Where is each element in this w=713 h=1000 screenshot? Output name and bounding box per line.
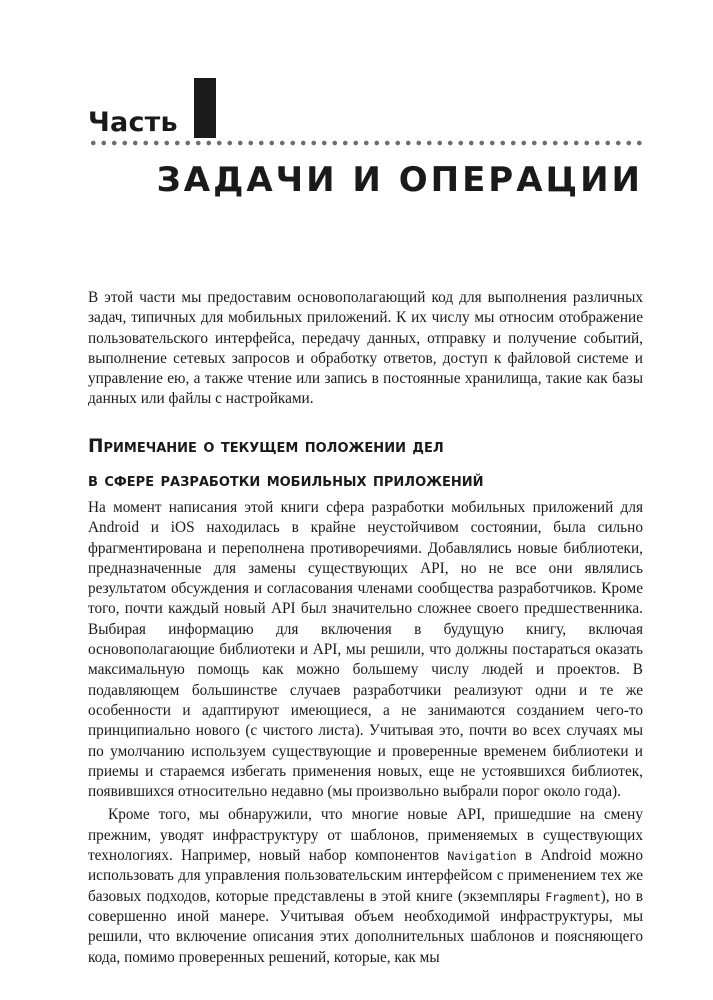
- section-heading-line-2: в сфере разработки мобильных приложений: [88, 470, 484, 491]
- section-body: [88, 498, 643, 968]
- body-paragraph-1: На момент написания этой книги сфера разработки мобильных приложений для Android и iOS находилась в крайне неустойчивом состоянии, была сильно фрагментирована и переполнена противоречиями. Добавлялись новые библиотеки, предназначенные для замены существующих API, но не все они являлись результатом обсуждения и согласования членами сообщества разработчиков. Кроме того, почти каждый новый API был значительно сложнее своего предшественника. Выбирая информацию для включения в будущую книгу, включая основополагающие библиотеки и API, мы решили, что должны постараться оказать максимальную помощь как можно большему числу людей и проектов. В подавляющем большинстве случаев разработчики реализуют одни и те же особенности и адаптируют имеющиеся, а не занимаются созданием чего-то принципиально нового (с чистого листа). Учитывая это, почти во всех случаях мы по умолчанию используем существующие и проверенные временем библиотеки и приемы и стараемся избегать применения новых, еще не устоявшихся библиотек, появившихся относительно недавно (мы произвольно выбрали порог около года).: [88, 499, 643, 801]
- section-heading-line-1: Примечание о текущем положении дел: [88, 436, 444, 457]
- section-heading: [88, 430, 643, 498]
- body-paragraph-2: [88, 805, 643, 967]
- part-numeral-bar: [194, 78, 216, 138]
- dotted-rule: [88, 140, 643, 146]
- part-label: [88, 78, 216, 138]
- part-word: Часть: [88, 107, 178, 138]
- paragraph-2-text-3: ), но в совершенно иной манере. Учитывая объем необходимой инфраструктуры, мы решили, что включение описания этих дополнительных шаблонов и поясняющего кода, помимо проверенных решений, которые, как мы: [88, 887, 643, 966]
- part-title: ЗАДАЧИ И ОПЕРАЦИИ: [156, 160, 643, 200]
- code-navigation: Navigation: [447, 849, 517, 864]
- paragraph-2-text-1: Кроме того, мы обнаружили, что многие новые API, пришедшие на смену прежним, уводят инфраструктуру от шаблонов, применяемых в существующих технологиях. Например, новый набор компонентов: [88, 806, 643, 865]
- intro-paragraph: В этой части мы предоставим основополагающий код для выполнения различных задач, типичных для мобильных приложений. К их числу мы относим отображение пользовательского интерфейса, передачу данных, отправку и получение событий, выполнение сетевых запросов и обработку ответов, доступ к файловой системе и управление ею, а также чтение или запись в постоянные хранилища, такие как базы данных или файлы с настройками.: [88, 289, 643, 408]
- code-fragment: Fragment: [545, 889, 601, 904]
- paragraph-2-text-2: в Android можно использовать для управления пользовательским интерфейсом с применением тех же базовых подходов, которые представлены в этой книге (экземпляры: [88, 847, 643, 905]
